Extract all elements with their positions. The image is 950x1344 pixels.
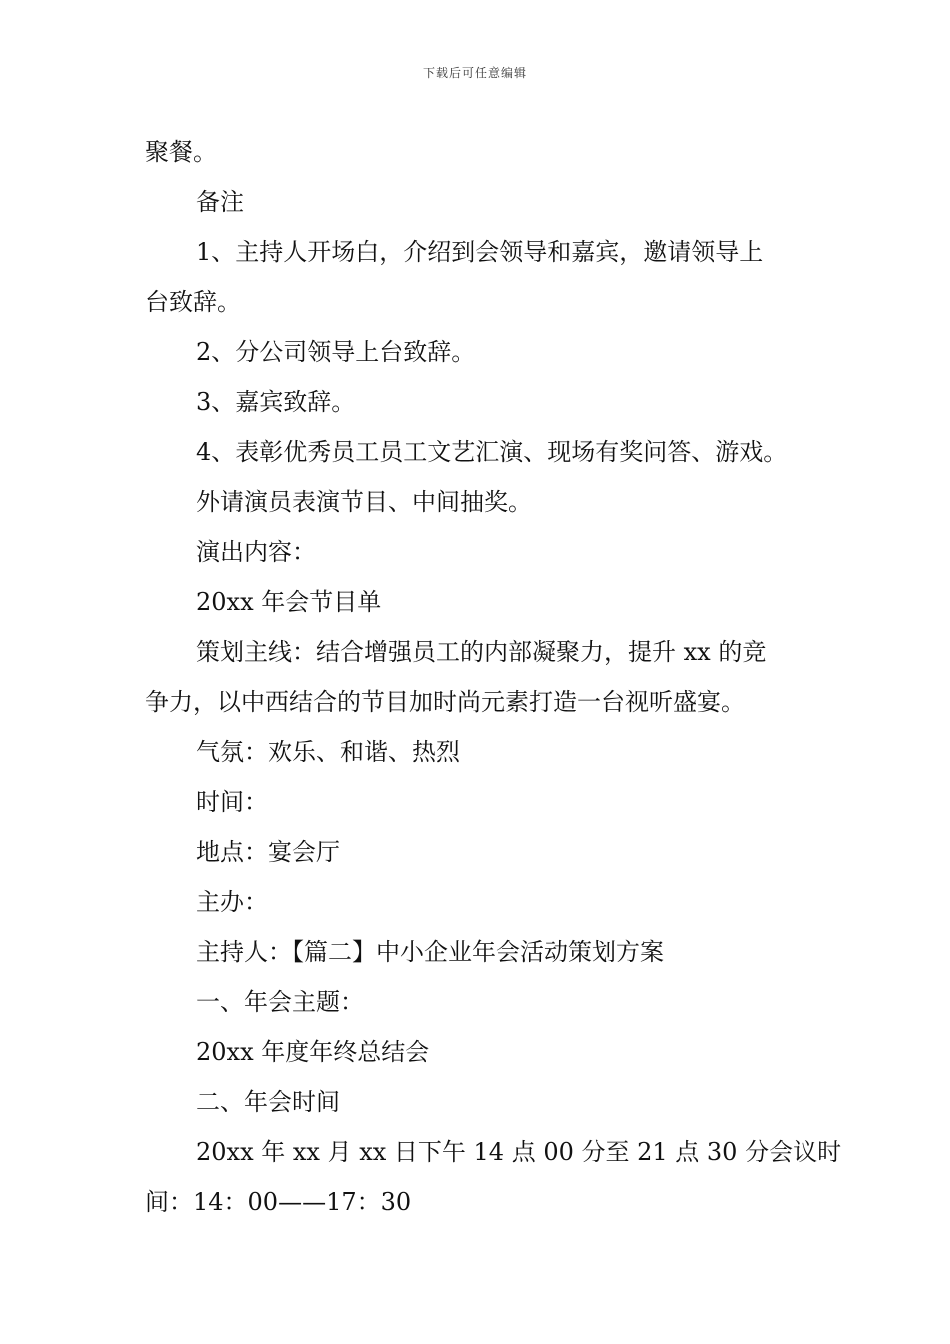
text-line: 1、主持人开场白，介绍到会领导和嘉宾，邀请领导上 (196, 238, 764, 266)
text-line: 20xx 年度年终总结会 (196, 1038, 430, 1066)
text-line: 二、年会时间 (196, 1088, 340, 1116)
text-line: 演出内容： (196, 538, 316, 566)
text-line: 气氛：欢乐、和谐、热烈 (196, 738, 460, 766)
text-line: 间：14：00——17：30 (145, 1188, 412, 1216)
text-line: 主办： (196, 888, 268, 916)
text-line: 策划主线：结合增强员工的内部凝聚力，提升 xx 的竞 (196, 638, 767, 666)
text-line: 外请演员表演节目、中间抽奖。 (196, 488, 532, 516)
text-line: 主持人：【篇二】中小企业年会活动策划方案 (196, 938, 664, 966)
text-line: 地点：宴会厅 (196, 838, 340, 866)
page-header: 下载后可任意编辑 (422, 66, 527, 80)
text-line: 一、年会主题： (196, 988, 364, 1016)
text-line: 聚餐。 (145, 138, 217, 166)
text-line: 20xx 年会节目单 (196, 588, 382, 616)
text-line: 20xx 年 xx 月 xx 日下午 14 点 00 分至 21 点 30 分会议时 (196, 1138, 842, 1166)
text-line: 台致辞。 (145, 288, 241, 316)
text-line: 时间： (196, 788, 268, 816)
text-line: 备注 (196, 188, 244, 216)
text-line: 2、分公司领导上台致辞。 (196, 338, 476, 366)
text-line: 争力，以中西结合的节目加时尚元素打造一台视听盛宴。 (145, 688, 745, 716)
document-body (145, 127, 842, 1227)
text-line: 4、表彰优秀员工员工文艺汇演、现场有奖问答、游戏。 (196, 438, 788, 466)
text-line: 3、嘉宾致辞。 (196, 388, 356, 416)
